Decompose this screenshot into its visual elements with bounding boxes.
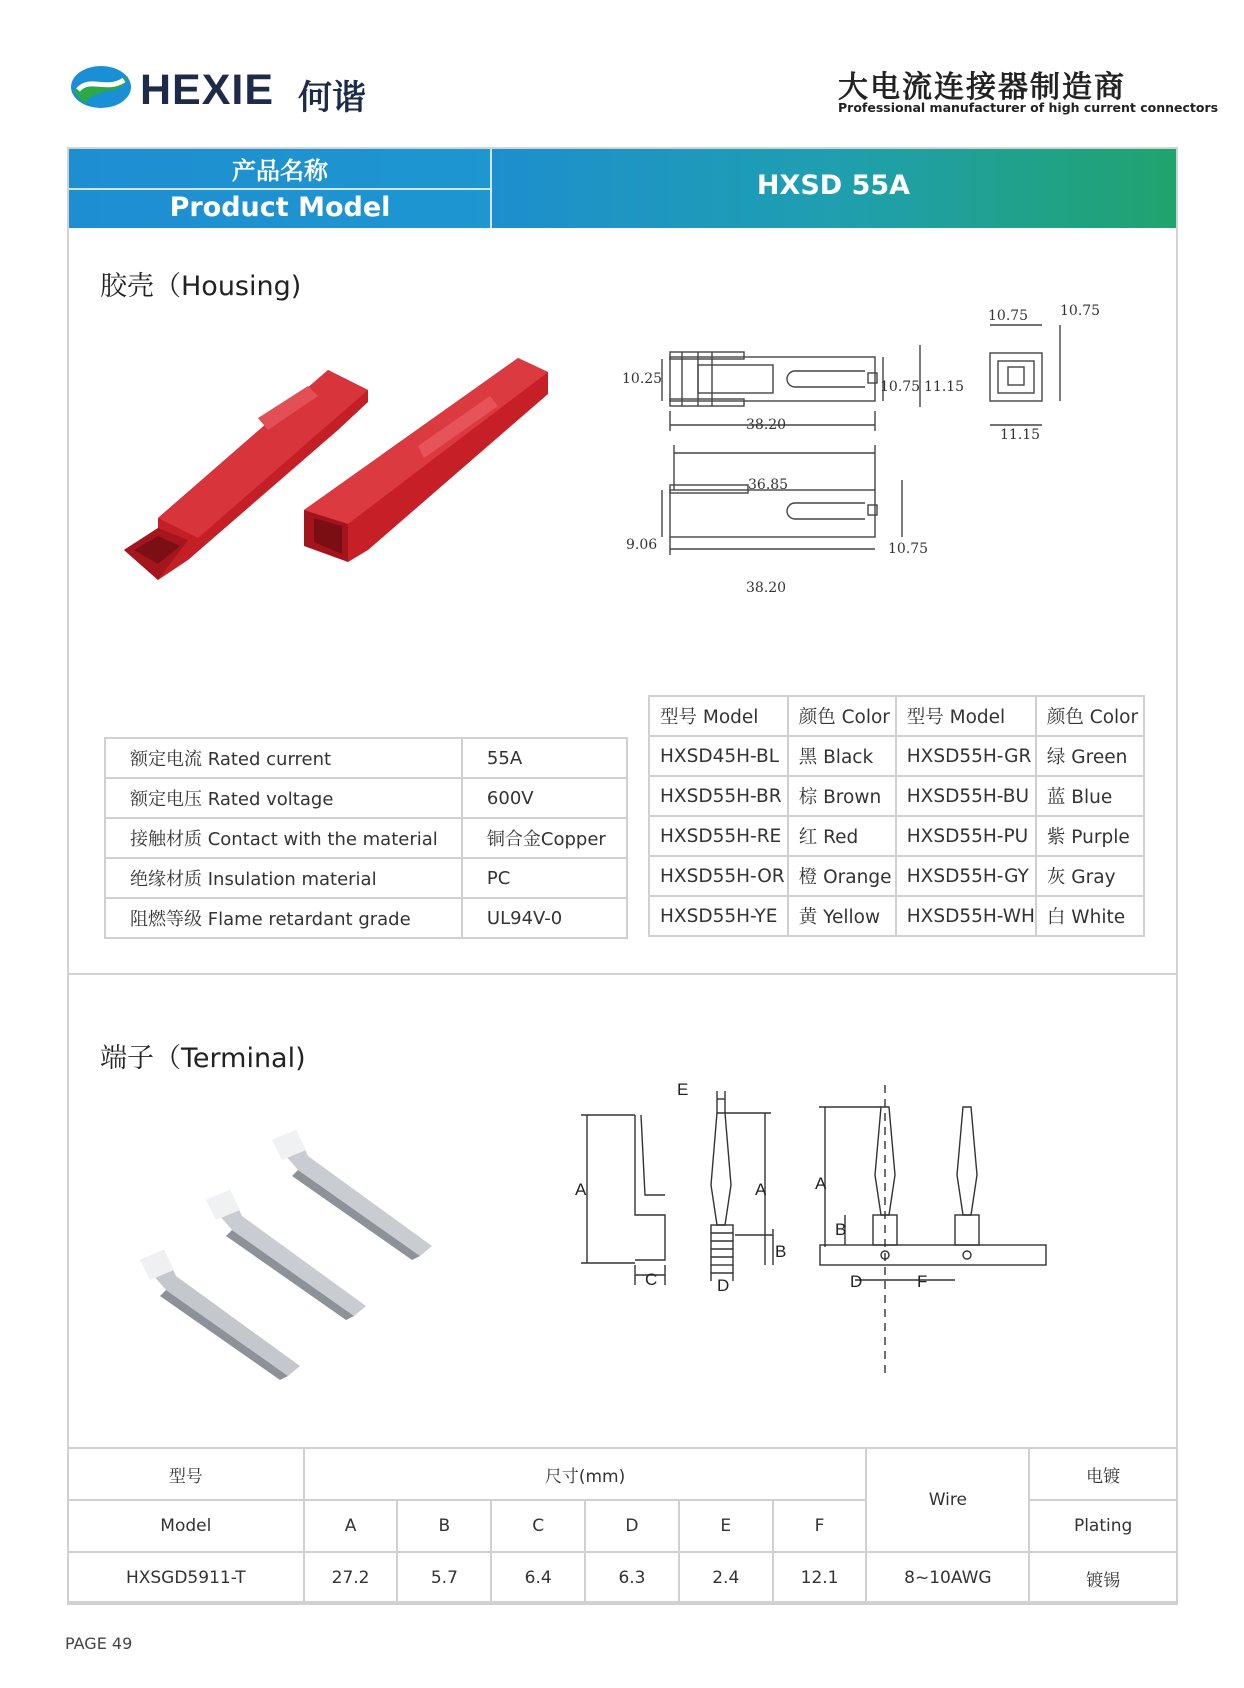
spec-row [105,818,627,858]
header-wire: Wire [866,1448,1029,1552]
dim-label: 36.85 [748,477,789,493]
color-name-cell: 橙 Orange [788,856,896,896]
color-name-cell: 灰 Gray [1036,856,1144,896]
divider [69,188,491,190]
product-name-label-cn: 产品名称 [232,157,328,185]
color-row [649,896,1144,936]
terminal-title: 端子（Terminal) [100,1043,306,1074]
dim-letter: B [775,1242,787,1261]
color-table-header: 型号 Model [649,696,788,736]
spec-value: 600V [462,778,627,818]
spec-value: 铜合金Copper [462,818,627,858]
spec-table [104,737,628,939]
color-name-cell: 紫 Purple [1036,816,1144,856]
dim-label: 10.75 [988,308,1029,324]
color-name-cell: 棕 Brown [788,776,896,816]
spec-row [105,738,627,778]
dim-value: 6.3 [585,1552,679,1604]
color-model-cell: HXSD55H-PU [896,816,1036,856]
cell-wire: 8~10AWG [866,1552,1029,1604]
tagline-cn: 大电流连接器制造商 [838,70,1126,105]
color-name-cell: 白 White [1036,896,1144,936]
dim-value: 2.4 [679,1552,773,1604]
spec-value: 55A [462,738,627,778]
cell-plating: 镀锡 [1029,1552,1177,1604]
dim-value: 27.2 [304,1552,398,1604]
color-name-cell: 红 Red [788,816,896,856]
dim-value: 5.7 [397,1552,491,1604]
terminal-dimension-drawing [575,1080,1135,1405]
section-divider [67,973,1178,975]
brand-name: HEXIE [140,66,275,114]
dim-col-header: A [304,1500,398,1552]
dim-label: 38.20 [746,417,787,433]
color-name-cell: 绿 Green [1036,736,1144,776]
spec-value: PC [462,858,627,898]
color-model-cell: HXSD55H-BU [896,776,1036,816]
dim-label: 10.75 [1060,303,1101,319]
cell-model: HXSGD5911-T [68,1552,304,1604]
color-model-cell: HXSD55H-YE [649,896,788,936]
color-table [648,695,1145,937]
header-model-en: Model [68,1500,304,1552]
dim-col-header: E [679,1500,773,1552]
spec-row [105,778,627,818]
color-name-cell: 蓝 Blue [1036,776,1144,816]
header-model-cn: 型号 [68,1448,304,1500]
color-row [649,856,1144,896]
dim-value: 12.1 [773,1552,867,1604]
dim-letter: E [677,1080,689,1099]
color-model-cell: HXSD55H-BR [649,776,788,816]
color-table-header: 颜色 Color [788,696,896,736]
color-name-cell: 黄 Yellow [788,896,896,936]
color-table-header: 型号 Model [896,696,1036,736]
page-number: PAGE 49 [65,1634,133,1653]
dim-letter: D [850,1272,863,1291]
color-name-cell: 黑 Black [788,736,896,776]
terminal-table [67,1447,1178,1605]
dim-letter: B [835,1220,847,1239]
color-row [649,736,1144,776]
dim-col-header: C [491,1500,585,1552]
housing-dimension-drawing [620,303,1160,605]
logo-icon [70,64,132,110]
color-row [649,776,1144,816]
dim-letter: A [755,1180,767,1199]
header-size: 尺寸(mm) [304,1448,867,1500]
dim-col-header: F [773,1500,867,1552]
dim-label: 10.25 [622,371,663,387]
color-table-header: 颜色 Color [1036,696,1144,736]
dim-label: 38.20 [746,580,787,596]
color-model-cell: HXSD55H-RE [649,816,788,856]
color-row [649,816,1144,856]
terminal-photo [130,1130,440,1380]
product-model-label: Product Model [169,192,391,223]
spec-label: 额定电压 Rated voltage [105,778,462,818]
color-model-cell: HXSD55H-GR [896,736,1036,776]
dim-letter: D [717,1276,730,1295]
color-model-cell: HXSD45H-BL [649,736,788,776]
dim-col-header: B [397,1500,491,1552]
product-model-value: HXSD 55A [756,170,911,201]
dim-letter: A [815,1174,827,1193]
dim-letter: C [645,1270,658,1289]
dim-letter: A [575,1180,587,1199]
dim-label: 11.15 [1000,427,1041,443]
tagline-en: Professional manufacturer of high current connectors [838,100,1219,115]
dim-label: 10.75 [888,541,929,557]
dim-col-header: D [585,1500,679,1552]
dim-label: 10.75 [880,379,921,395]
dim-label: 9.06 [626,537,658,553]
spec-label: 接触材质 Contact with the material [105,818,462,858]
dim-letter: F [917,1272,928,1291]
dim-value: 6.4 [491,1552,585,1604]
housing-photo [118,350,558,610]
header-plating-cn: 电镀 [1029,1448,1177,1500]
spec-row [105,858,627,898]
spec-label: 绝缘材质 Insulation material [105,858,462,898]
color-model-cell: HXSD55H-WH [896,896,1036,936]
spec-label: 阻燃等级 Flame retardant grade [105,898,462,938]
spec-row [105,898,627,938]
brand-name-cn: 何谐 [298,78,366,118]
spec-value: UL94V-0 [462,898,627,938]
spec-label: 额定电流 Rated current [105,738,462,778]
dim-label: 11.15 [924,379,965,395]
color-model-cell: HXSD55H-OR [649,856,788,896]
housing-title: 胶壳（Housing) [100,271,302,302]
color-model-cell: HXSD55H-GY [896,856,1036,896]
header-plating-en: Plating [1029,1500,1177,1552]
